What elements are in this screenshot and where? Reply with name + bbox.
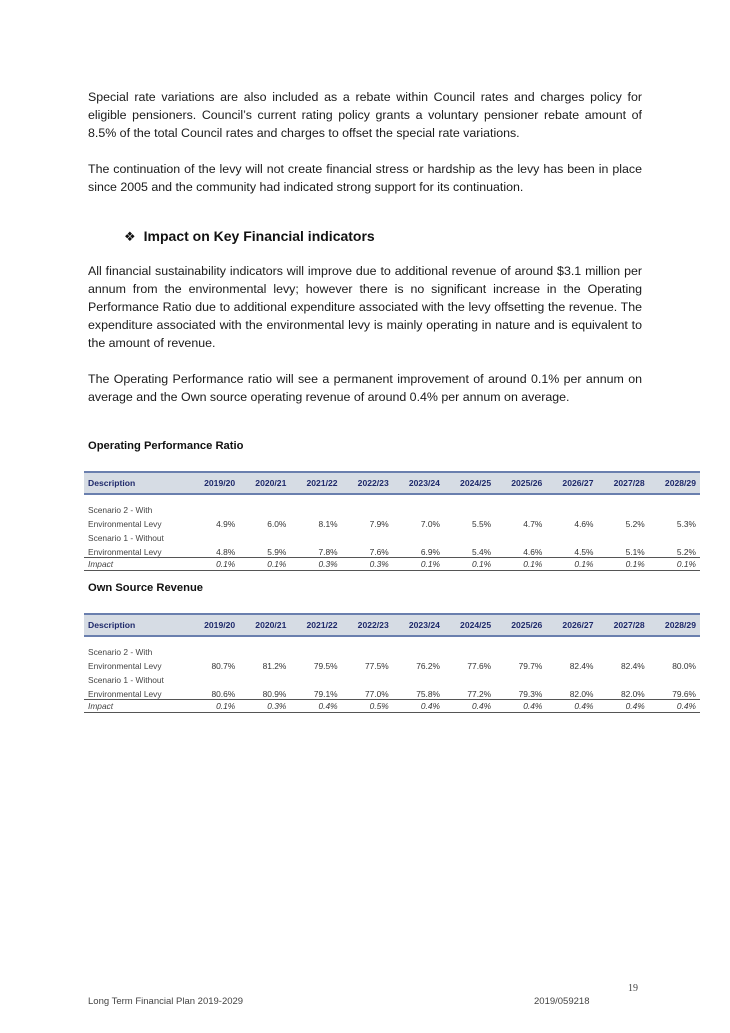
table-cell: 0.4% [444, 700, 495, 713]
table-cell: 4.6% [523, 547, 543, 557]
table-cell: 77.5% [365, 661, 389, 671]
column-header: 2021/22 [290, 614, 341, 636]
table-cell: 0.4% [546, 700, 597, 713]
row-label: Impact [84, 700, 188, 713]
operating-performance-table [84, 471, 700, 571]
column-header: 2027/28 [598, 614, 649, 636]
table-cell: 79.1% [313, 689, 338, 699]
footer-document-title: Long Term Financial Plan 2019-2029 [88, 996, 244, 1007]
row-label: Scenario 2 - With [88, 647, 153, 657]
impact-row [84, 558, 700, 571]
table-cell: 80.0% [672, 661, 696, 671]
column-header: 2023/24 [393, 472, 444, 494]
table-cell: 7.6% [369, 547, 389, 557]
table-cell: 8.1% [318, 519, 338, 529]
table-cell: 0.1% [546, 558, 597, 571]
table-cell: 5.3% [676, 519, 696, 529]
column-header: 2026/27 [546, 472, 597, 494]
table-cell: 0.1% [444, 558, 495, 571]
table-cell: 5.4% [472, 547, 492, 557]
table-cell: 5.9% [267, 547, 287, 557]
table-cell: 82.0% [569, 689, 594, 699]
section-heading [124, 228, 375, 245]
column-header: 2028/29 [649, 614, 700, 636]
paragraph-levy-continuation: The continuation of the levy will not create financial stress or hardship as the levy has been in place since 2005 and the community had indicated strong support for its continuation. [88, 162, 642, 194]
table-title-own-source-revenue: Own Source Revenue [88, 582, 204, 594]
table-cell: 0.1% [495, 558, 546, 571]
table-cell: 0.1% [393, 558, 444, 571]
table-row [84, 501, 700, 515]
table-cell: 82.4% [569, 661, 594, 671]
column-header: 2028/29 [649, 472, 700, 494]
table-cell: 0.1% [188, 558, 239, 571]
paragraph-pensioner-rebate: Special rate variations are also included as a rebate within Council rates and charges policy for eligible pensioners. Council’s current rating policy grants a voluntary pensioner rebate amount of 8.5% of the total Council rates and charges to offset the special rate variations. [88, 90, 642, 140]
diamond-bullet-icon: ❖ [124, 229, 136, 244]
impact-row [84, 700, 700, 713]
table-cell: 79.6% [672, 689, 696, 699]
column-header: 2021/22 [290, 472, 341, 494]
table-cell: 6.9% [420, 547, 440, 557]
table-cell: 77.6% [467, 661, 492, 671]
table-cell: 0.3% [342, 558, 393, 571]
column-header: 2023/24 [393, 614, 444, 636]
paragraph-indicators-improve: All financial sustainability indicators will improve due to additional revenue of around $3.1 million per annum from the environmental levy; however there is no significant increase in the Operating Performance Ratio due to additional expenditure associated with the levy offsetting the revenue. The expenditure associated with the environmental levy is mainly operating in nature and is equivalent to the amount of revenue. [88, 264, 642, 350]
table-cell: 4.5% [574, 547, 594, 557]
table-cell: 4.7% [523, 519, 543, 529]
page-number: 19 [628, 983, 638, 994]
table-row [84, 671, 700, 685]
table-row [84, 515, 700, 529]
paragraph-operating-improvement: The Operating Performance ratio will see a permanent improvement of around 0.1% per annum on average and the Own source operating revenue of around 0.4% per annum on average. [88, 372, 642, 404]
table-cell: 82.0% [620, 689, 645, 699]
row-label: Environmental Levy [88, 661, 162, 671]
row-label: Scenario 1 - Without [88, 675, 164, 685]
table-row [84, 685, 700, 700]
row-label: Environmental Levy [88, 547, 162, 557]
column-header: 2020/21 [239, 614, 290, 636]
column-header: 2019/20 [188, 614, 239, 636]
table-cell: 81.2% [262, 661, 287, 671]
table-cell: 80.6% [211, 689, 236, 699]
column-header: 2025/26 [495, 614, 546, 636]
table-cell: 79.7% [518, 661, 543, 671]
table-cell: 0.4% [290, 700, 341, 713]
table-cell: 77.2% [467, 689, 492, 699]
table-cell: 7.0% [420, 519, 440, 529]
table-cell: 80.7% [211, 661, 236, 671]
row-label: Impact [84, 558, 188, 571]
table-header-row [84, 472, 700, 494]
column-header: 2022/23 [342, 472, 393, 494]
table-row [84, 543, 700, 558]
table-cell: 0.1% [239, 558, 290, 571]
table-cell: 0.4% [495, 700, 546, 713]
table-row [84, 643, 700, 657]
section-heading-text: Impact on Key Financial indicators [143, 228, 375, 244]
table-cell: 80.9% [262, 689, 287, 699]
table-cell: 0.4% [393, 700, 444, 713]
row-label: Scenario 1 - Without [88, 533, 164, 543]
table-cell: 79.5% [313, 661, 338, 671]
column-header: Description [84, 614, 188, 636]
row-label: Environmental Levy [88, 689, 162, 699]
table-cell: 76.2% [416, 661, 440, 671]
table-cell: 5.1% [625, 547, 645, 557]
table-cell: 0.4% [649, 700, 700, 713]
column-header: 2024/25 [444, 472, 495, 494]
column-header: 2024/25 [444, 614, 495, 636]
table-cell: 0.1% [649, 558, 700, 571]
table-cell: 7.8% [318, 547, 338, 557]
table-cell: 4.9% [216, 519, 236, 529]
table-header-row [84, 614, 700, 636]
table-cell: 7.9% [369, 519, 389, 529]
table-cell: 77.0% [365, 689, 389, 699]
table-title-operating-performance: Operating Performance Ratio [88, 440, 244, 452]
table-cell: 79.3% [518, 689, 543, 699]
table-cell: 4.8% [216, 547, 236, 557]
row-label: Environmental Levy [88, 519, 162, 529]
table-cell: 5.5% [472, 519, 492, 529]
table-cell: 6.0% [267, 519, 287, 529]
column-header: 2026/27 [546, 614, 597, 636]
table-cell: 4.6% [574, 519, 594, 529]
column-header: 2022/23 [342, 614, 393, 636]
table-cell: 75.8% [416, 689, 440, 699]
column-header: 2025/26 [495, 472, 546, 494]
table-cell: 0.1% [598, 558, 649, 571]
own-source-revenue-table [84, 613, 700, 713]
column-header: 2019/20 [188, 472, 239, 494]
table-cell: 0.3% [290, 558, 341, 571]
table-cell: 0.3% [239, 700, 290, 713]
table-cell: 5.2% [625, 519, 645, 529]
table-row [84, 529, 700, 543]
table-cell: 0.1% [188, 700, 239, 713]
table-cell: 0.4% [598, 700, 649, 713]
table-cell: 5.2% [676, 547, 696, 557]
column-header: 2020/21 [239, 472, 290, 494]
table-cell: 0.5% [342, 700, 393, 713]
row-label: Scenario 2 - With [88, 505, 153, 515]
footer-document-id: 2019/059218 [534, 996, 590, 1007]
table-cell: 82.4% [620, 661, 645, 671]
column-header: 2027/28 [598, 472, 649, 494]
table-row [84, 657, 700, 671]
column-header: Description [84, 472, 188, 494]
